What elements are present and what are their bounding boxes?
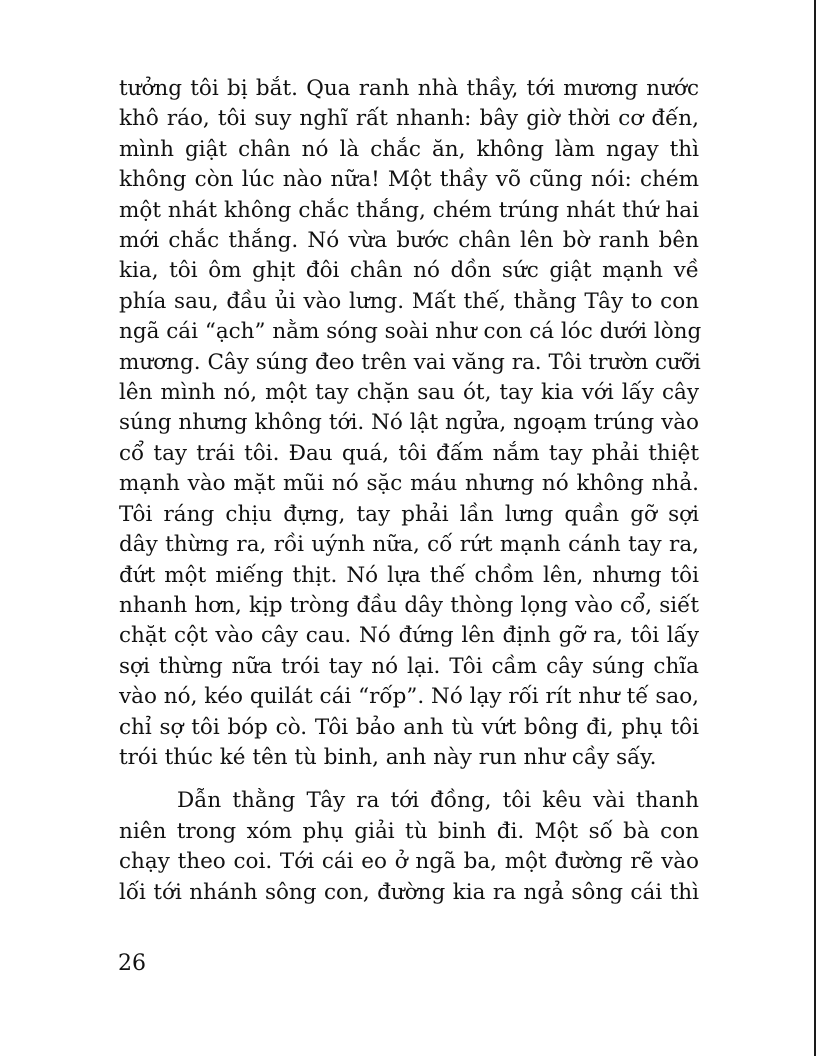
text-line: tưởng tôi bị bắt. Qua ranh nhà thầy, tới mương nước — [119, 76, 699, 101]
text-line: kia, tôi ôm ghịt đôi chân nó dồn sức giật mạnh về — [119, 258, 699, 284]
text-line: ngã cái “ạch” nằm sóng soài như con cá lóc dưới lòng — [119, 319, 702, 345]
text-line: súng nhưng không tới. Nó lật ngửa, ngoạm trúng vào — [119, 410, 699, 436]
page-body-text — [119, 74, 702, 908]
text-line: mình giật chân nó là chắc ăn, không làm ngay thì — [119, 136, 699, 162]
text-line: dây thừng ra, rồi uýnh nữa, cố rứt mạnh cánh tay ra, — [119, 532, 699, 558]
text-line: mới chắc thắng. Nó vừa bước chân lên bờ ranh bên — [119, 228, 699, 254]
text-line: khô ráo, tôi suy nghĩ rất nhanh: bây giờ thời cơ đến, — [119, 106, 699, 132]
paragraph-2 — [119, 786, 699, 908]
text-line: phía sau, đầu ủi vào lưng. Mất thế, thằng Tây to con — [119, 288, 699, 314]
text-line: nhanh hơn, kịp tròng đầu dây thòng lọng vào cổ, siết — [119, 592, 699, 618]
text-line: chỉ sợ tôi bóp cò. Tôi bảo anh tù vứt bông đi, phụ tôi — [119, 714, 699, 740]
text-line: vào nó, kéo quilát cái “rốp”. Nó lạy rối rít như tế sao, — [119, 684, 699, 710]
text-line: niên trong xóm phụ giải tù binh đi. Một số bà con — [119, 818, 699, 844]
text-line: mương. Cây súng đeo trên vai văng ra. Tôi trườn cưỡi — [119, 349, 701, 375]
text-line: một nhát không chắc thắng, chém trúng nhát thứ hai — [119, 197, 699, 223]
paragraph-1 — [119, 74, 702, 773]
text-line: chặt cột vào cây cau. Nó đứng lên định gỡ ra, tôi lấy — [119, 623, 699, 649]
text-line: Tôi ráng chịu đựng, tay phải lần lưng quần gỡ sợi — [119, 501, 699, 527]
text-line: sợi thừng nữa trói tay nó lại. Tôi cầm cây súng chĩa — [119, 653, 699, 679]
text-line: mạnh vào mặt mũi nó sặc máu nhưng nó không nhả. — [119, 471, 699, 497]
text-line: trói thúc ké tên tù binh, anh này run như cầy sấy. — [119, 744, 657, 770]
text-line: cổ tay trái tôi. Đau quá, tôi đấm nắm tay phải thiệt — [119, 440, 699, 466]
text-line: Dẫn thằng Tây ra tới đồng, tôi kêu vài thanh — [177, 788, 699, 814]
text-line: đứt một miếng thịt. Nó lựa thế chồm lên, nhưng tôi — [119, 562, 699, 588]
text-line: lối tới nhánh sông con, đường kia ra ngả sông cái thì — [119, 879, 699, 905]
page-number: 26 — [118, 951, 146, 976]
text-line: không còn lúc nào nữa! Một thầy võ cũng nói: chém — [119, 167, 699, 193]
text-line: chạy theo coi. Tới cái eo ở ngã ba, một đường rẽ vào — [119, 849, 699, 875]
text-line: lên mình nó, một tay chặn sau ót, tay kia với lấy cây — [119, 380, 699, 406]
